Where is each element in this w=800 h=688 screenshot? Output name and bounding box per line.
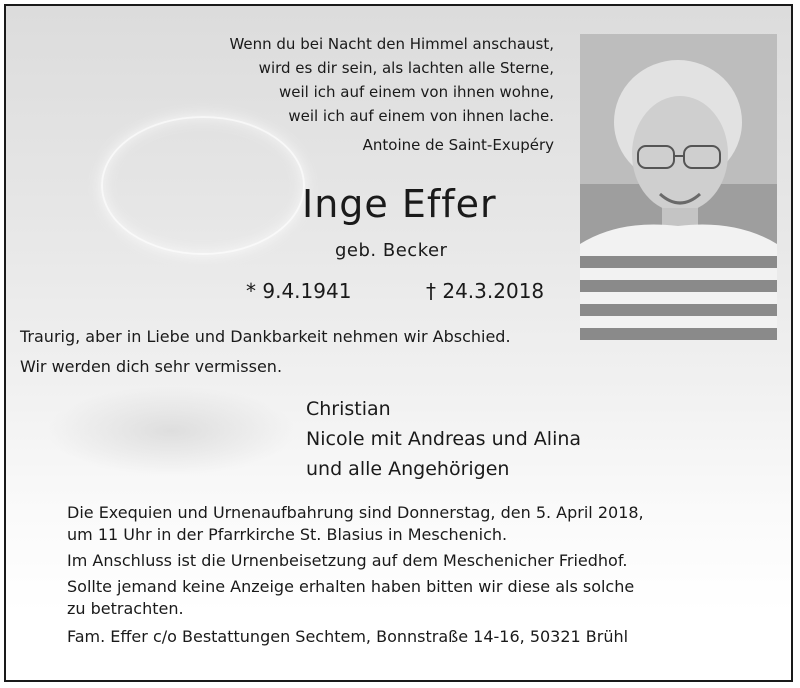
mourner: und alle Angehörigen xyxy=(306,458,510,480)
poem xyxy=(229,32,554,128)
mourner: Christian xyxy=(306,398,391,420)
mourners-list xyxy=(306,394,581,484)
deceased-name: Inge Effer xyxy=(302,182,497,226)
poem-line: wird es dir sein, als lachten alle Sterne, xyxy=(258,59,554,77)
notice-line: zu betrachten. xyxy=(67,599,184,618)
farewell-text xyxy=(20,322,511,382)
notice-line: Sollte jemand keine Anzeige erhalten haben bitten wir diese als solche xyxy=(67,577,635,596)
service-information xyxy=(67,502,727,648)
obituary-notice xyxy=(4,4,793,682)
poem-line: Wenn du bei Nacht den Himmel anschaust, xyxy=(229,35,554,53)
burial-line: Im Anschluss ist die Urnenbeisetzung auf dem Meschenicher Friedhof. xyxy=(67,551,628,570)
moon-background-icon xyxy=(101,116,305,255)
contact-address: Fam. Effer c/o Bestattungen Sechtem, Bonnstraße 14-16, 50321 Brühl xyxy=(67,627,629,646)
mourner: Nicole mit Andreas und Alina xyxy=(306,428,582,450)
mist-background-decoration xyxy=(46,386,296,476)
exequies-line: um 11 Uhr in der Pfarrkirche St. Blasius in Meschenich. xyxy=(67,525,508,544)
poem-author: Antoine de Saint-Exupéry xyxy=(362,136,554,154)
death-date: † 24.3.2018 xyxy=(426,279,545,303)
portrait-photo-icon xyxy=(580,34,777,340)
farewell-line: Wir werden dich sehr vermissen. xyxy=(20,357,283,376)
poem-line: weil ich auf einem von ihnen wohne, xyxy=(278,83,554,101)
birth-name: geb. Becker xyxy=(335,240,448,261)
exequies-line: Die Exequien und Urnenaufbahrung sind Donnerstag, den 5. April 2018, xyxy=(67,503,644,522)
birth-date: * 9.4.1941 xyxy=(246,279,352,303)
poem-line: weil ich auf einem von ihnen lache. xyxy=(288,107,554,125)
farewell-line: Traurig, aber in Liebe und Dankbarkeit nehmen wir Abschied. xyxy=(20,327,511,346)
